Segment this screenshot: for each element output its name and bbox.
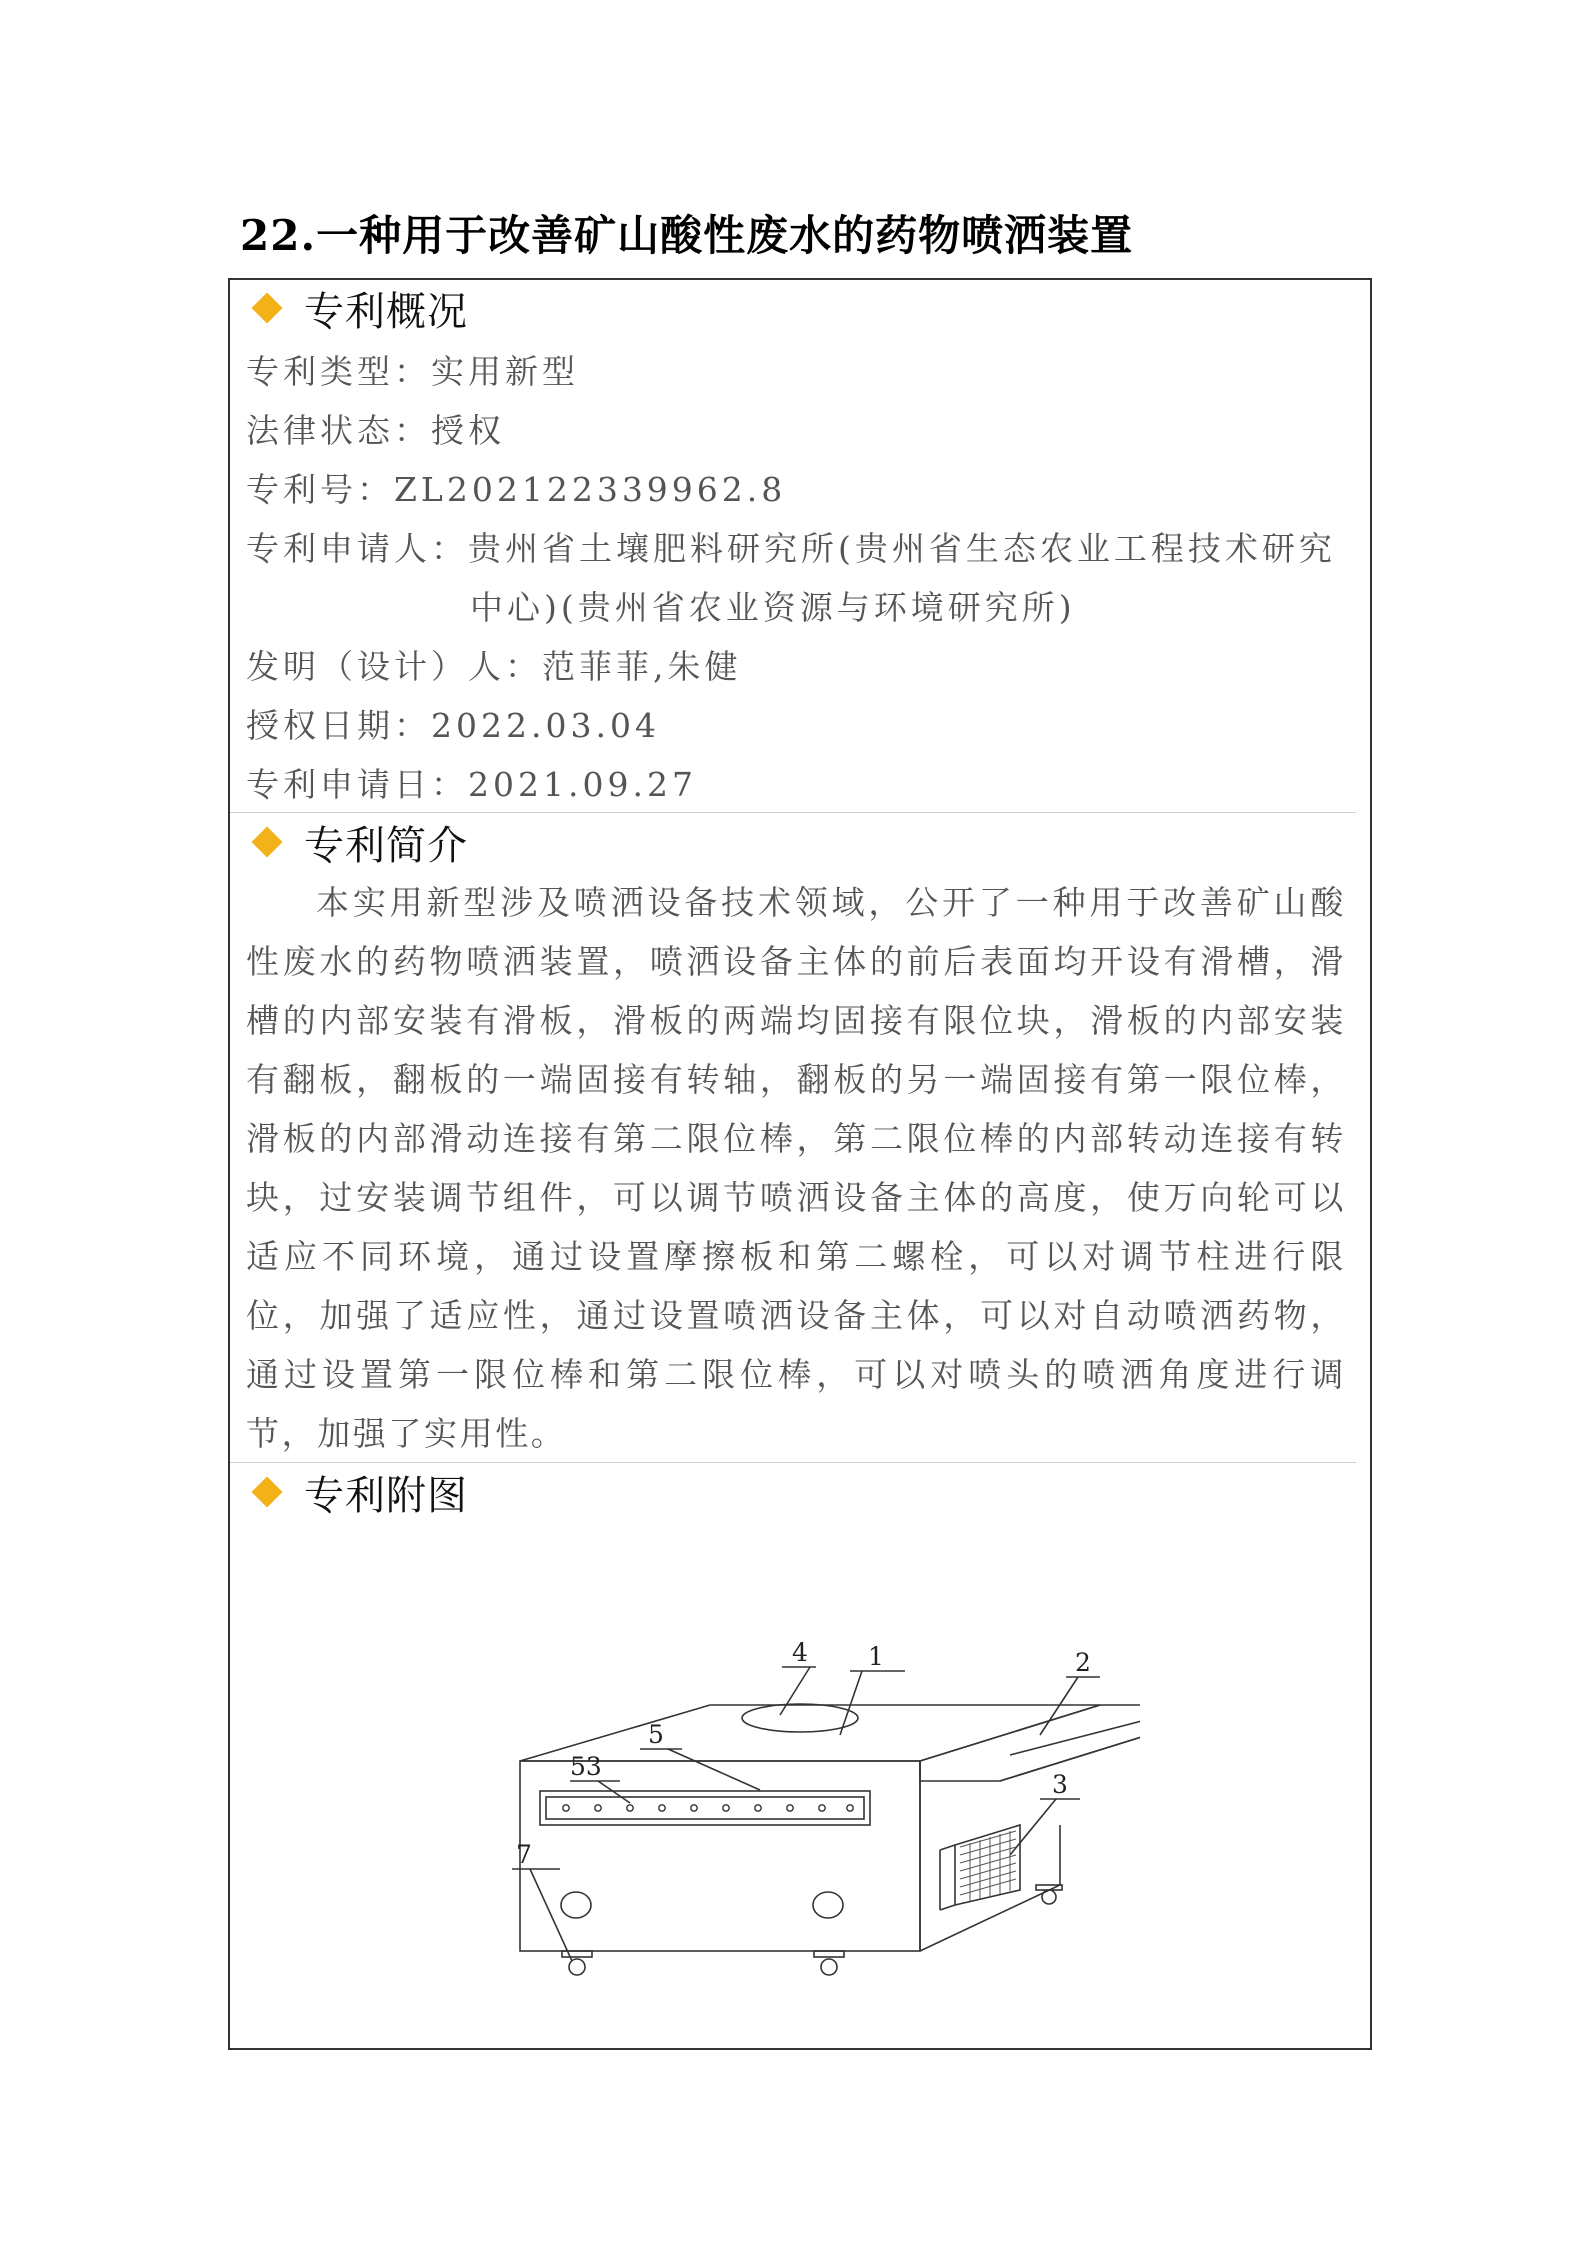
caster [814,1951,844,1957]
legal-status: 法律状态：授权 [246,411,505,450]
applicant-line-1: 专利申请人：贵州省土壤肥料研究所(贵州省生态农业工程技术研究 [246,529,1336,568]
patent-number: 专利号：ZL202122339962.8 [246,470,787,509]
body-top-face [520,1705,1100,1761]
label-3: 3 [1052,1770,1068,1799]
label-53: 53 [570,1752,602,1781]
top-lid [742,1704,858,1732]
body-front-panel [520,1761,920,1951]
diamond-bullet-icon [251,292,282,323]
patent-info-frame [228,278,1372,2050]
diamond-bullet-icon [251,826,282,857]
drawing-heading [248,1464,468,1520]
sprayer-device-illustration [420,1585,1140,2015]
patent-drawing [420,1585,1140,2015]
label-1: 1 [868,1642,884,1671]
top-tray [920,1705,1140,1781]
overview-heading [248,280,468,336]
grant-date: 授权日期：2022.03.04 [246,706,660,745]
drawing-title: 专利附图 [304,1472,468,1519]
caster [562,1951,592,1957]
filing-date: 专利申请日：2021.09.27 [246,765,697,804]
label-4: 4 [792,1638,808,1667]
applicant-line-2: 中心)(贵州省农业资源与环境研究所) [470,588,1076,627]
label-7: 7 [516,1840,532,1869]
patent-type: 专利类型：实用新型 [246,352,579,391]
summary-text: 本实用新型涉及喷洒设备技术领域，公开了一种用于改善矿山酸性废水的药物喷洒装置，喷洒设备主体的前后表面均开设有滑槽，滑槽的内部安装有滑板，滑板的两端均固接有限位块，滑板的内部安装有翻板，翻板的一端固接有转轴，翻板的另一端固接有第一限位棒，滑板的内部滑动连接有第二限位棒，第二限位棒的内部转动连接有转块，过安装调节组件，可以调节喷洒设备主体的高度，使万向轮可以适应不同环境，通过设置摩擦板和第二螺栓，可以对调节柱进行限位，加强了适应性，通过设置喷洒设备主体，可以对自动喷洒药物，通过设置第一限位棒和第二限位棒，可以对喷头的喷洒角度进行调节，加强了实用性。 [246,883,1346,1453]
label-2: 2 [1075,1648,1091,1677]
summary-heading [248,814,468,870]
diamond-bullet-icon [251,1476,282,1507]
summary-title: 专利简介 [304,822,468,869]
nozzle-bar [540,1791,870,1825]
inventors: 发明（设计）人：范菲菲,朱健 [246,647,742,686]
page-title: 22.一种用于改善矿山酸性废水的药物喷洒装置 [240,211,1134,260]
overview-title: 专利概况 [304,288,468,335]
label-5: 5 [648,1720,664,1749]
